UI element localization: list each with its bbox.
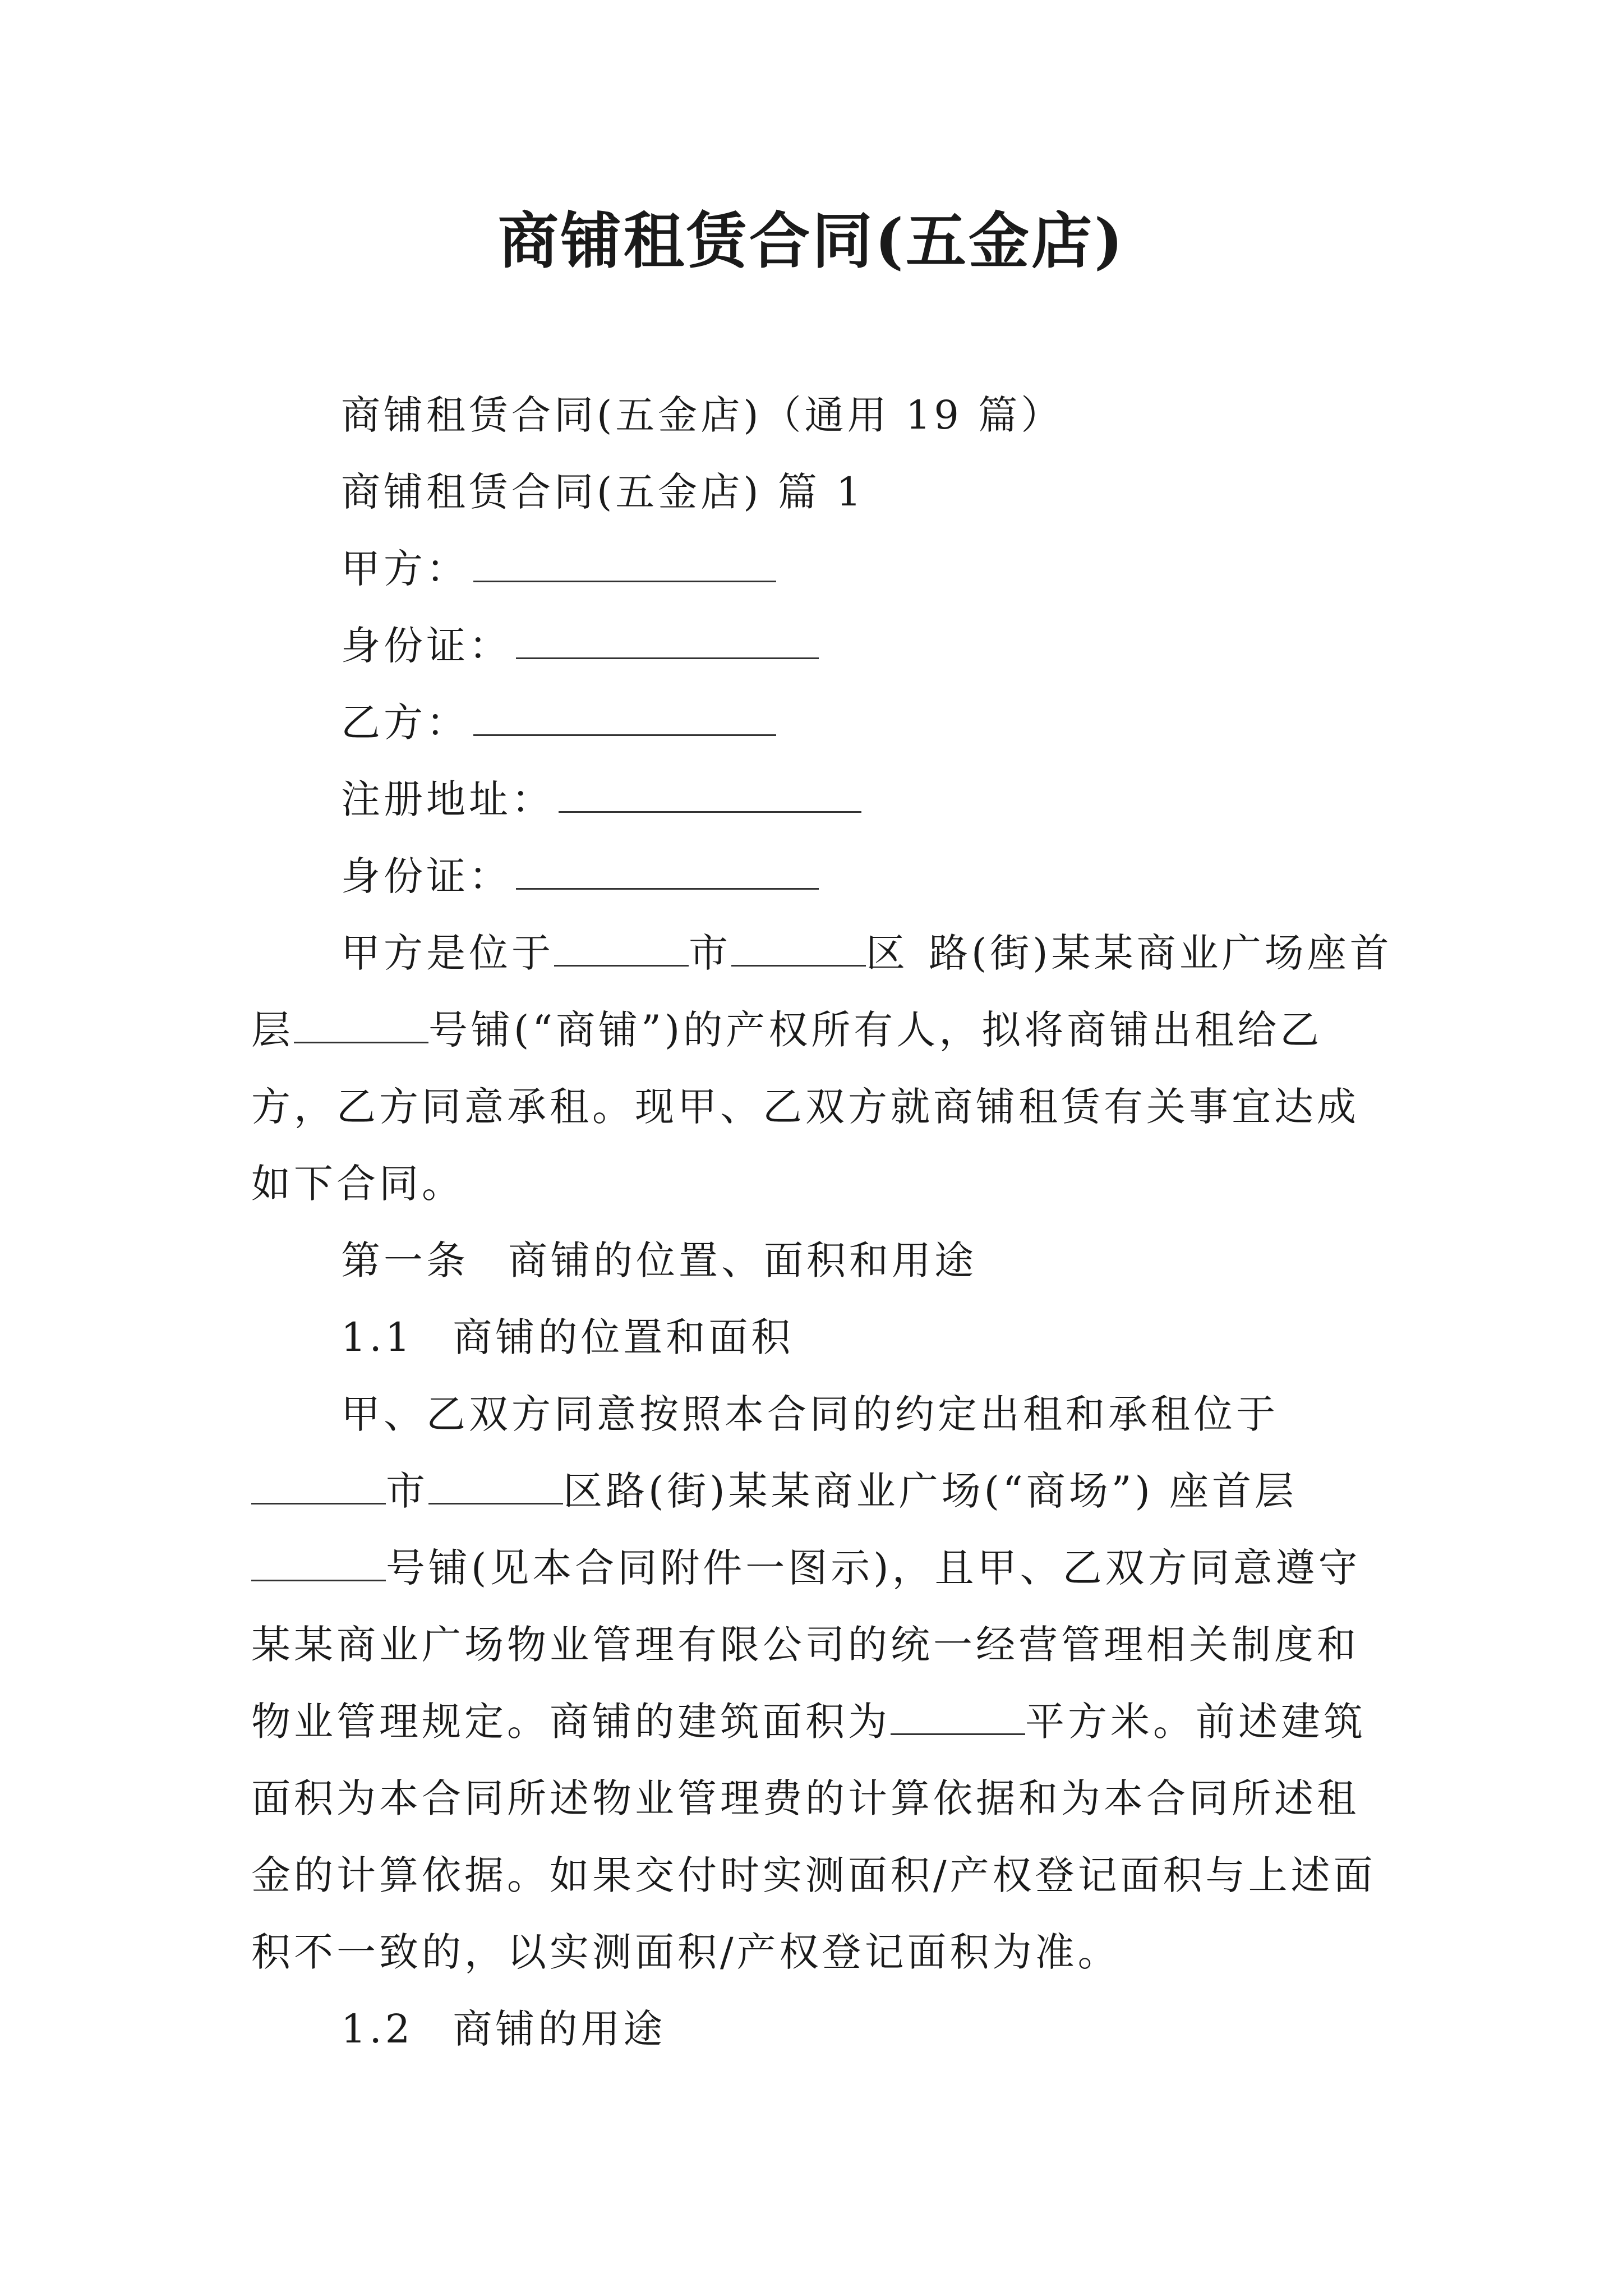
subtitle-line: 商铺租赁合同(五金店)（通用 19 篇） — [341, 392, 1064, 438]
article-1-title: 商铺的位置、面积和用途 — [508, 1237, 977, 1283]
s11-shop-blank — [251, 1546, 386, 1581]
s11-text-2: 市 — [386, 1468, 428, 1514]
s11-city-blank — [251, 1469, 386, 1504]
intro-text-1: 甲方是位于 — [341, 930, 554, 976]
party-b-label: 乙方： — [341, 700, 469, 746]
section-1-2-title: 商铺的用途 — [453, 2006, 666, 2052]
section-1-2-heading — [251, 1991, 1395, 2068]
s11-district-blank — [428, 1469, 563, 1504]
intro-paragraph — [251, 915, 1395, 1222]
address-field — [251, 761, 1395, 838]
intro-text-5: 号铺(“商铺”)的产权所有人，拟将商铺出租给乙方，乙方同意承租。现甲、乙双方就商铺租赁有关事宜达成如下合同。 — [251, 1007, 1359, 1207]
party-a-label: 甲方： — [341, 546, 469, 592]
document-title: 商铺租赁合同(五金店) — [497, 206, 1126, 277]
s11-text-3: 区路(街)某某商业广场(“商场”) 座首层 — [563, 1468, 1298, 1514]
section-1-1-heading — [251, 1299, 1395, 1376]
intro-text-4: 路(街)某某商业广场座首层 — [251, 930, 1393, 1053]
s11-text-1: 甲、乙双方同意按照本合同的约定出租和承租位于 — [341, 1391, 1279, 1437]
section-1-1-number: 1.1 — [341, 1314, 414, 1360]
id-b-blank — [516, 854, 819, 890]
intro-text-3: 区 — [866, 930, 909, 976]
id-a-field — [251, 608, 1395, 684]
id-b-field — [251, 838, 1395, 915]
city-blank — [554, 931, 689, 967]
document-body — [251, 377, 1395, 2068]
s11-area-blank — [891, 1700, 1025, 1735]
section-1-1-paragraph — [251, 1376, 1395, 1991]
address-label: 注册地址： — [341, 776, 554, 822]
party-b-field — [251, 684, 1395, 761]
party-b-blank — [473, 701, 776, 736]
party-a-blank — [473, 547, 776, 582]
shop-number-blank — [294, 1008, 428, 1043]
id-a-label: 身份证： — [341, 623, 511, 669]
s11-text-4: 号铺(见本合同附件一图示)，且甲、乙双方同意遵守某某商业广场物业管理有限公司的统一经营管理相关制度和物业管理规定。商铺的建筑面积为 — [251, 1545, 1361, 1745]
district-blank — [731, 931, 866, 967]
id-b-label: 身份证： — [341, 853, 511, 899]
party-a-field — [251, 531, 1395, 608]
chapter-heading: 商铺租赁合同(五金店) 篇 1 — [341, 469, 865, 515]
section-1-2-number: 1.2 — [341, 2006, 414, 2052]
address-blank — [559, 777, 861, 813]
article-1-number: 第一条 — [341, 1237, 469, 1283]
section-1-1-title: 商铺的位置和面积 — [453, 1314, 794, 1360]
s11-text-5: 平方米。前述建筑面积为本合同所述物业管理费的计算依据和为本合同所述租金的计算依据。如果交付时实测面积/产权登记面积与上述面积不一致的，以实测面积/产权登记面积为准。 — [251, 1699, 1376, 1975]
id-a-blank — [516, 624, 819, 659]
article-1-heading — [251, 1222, 1395, 1299]
intro-text-2: 市 — [689, 930, 731, 976]
